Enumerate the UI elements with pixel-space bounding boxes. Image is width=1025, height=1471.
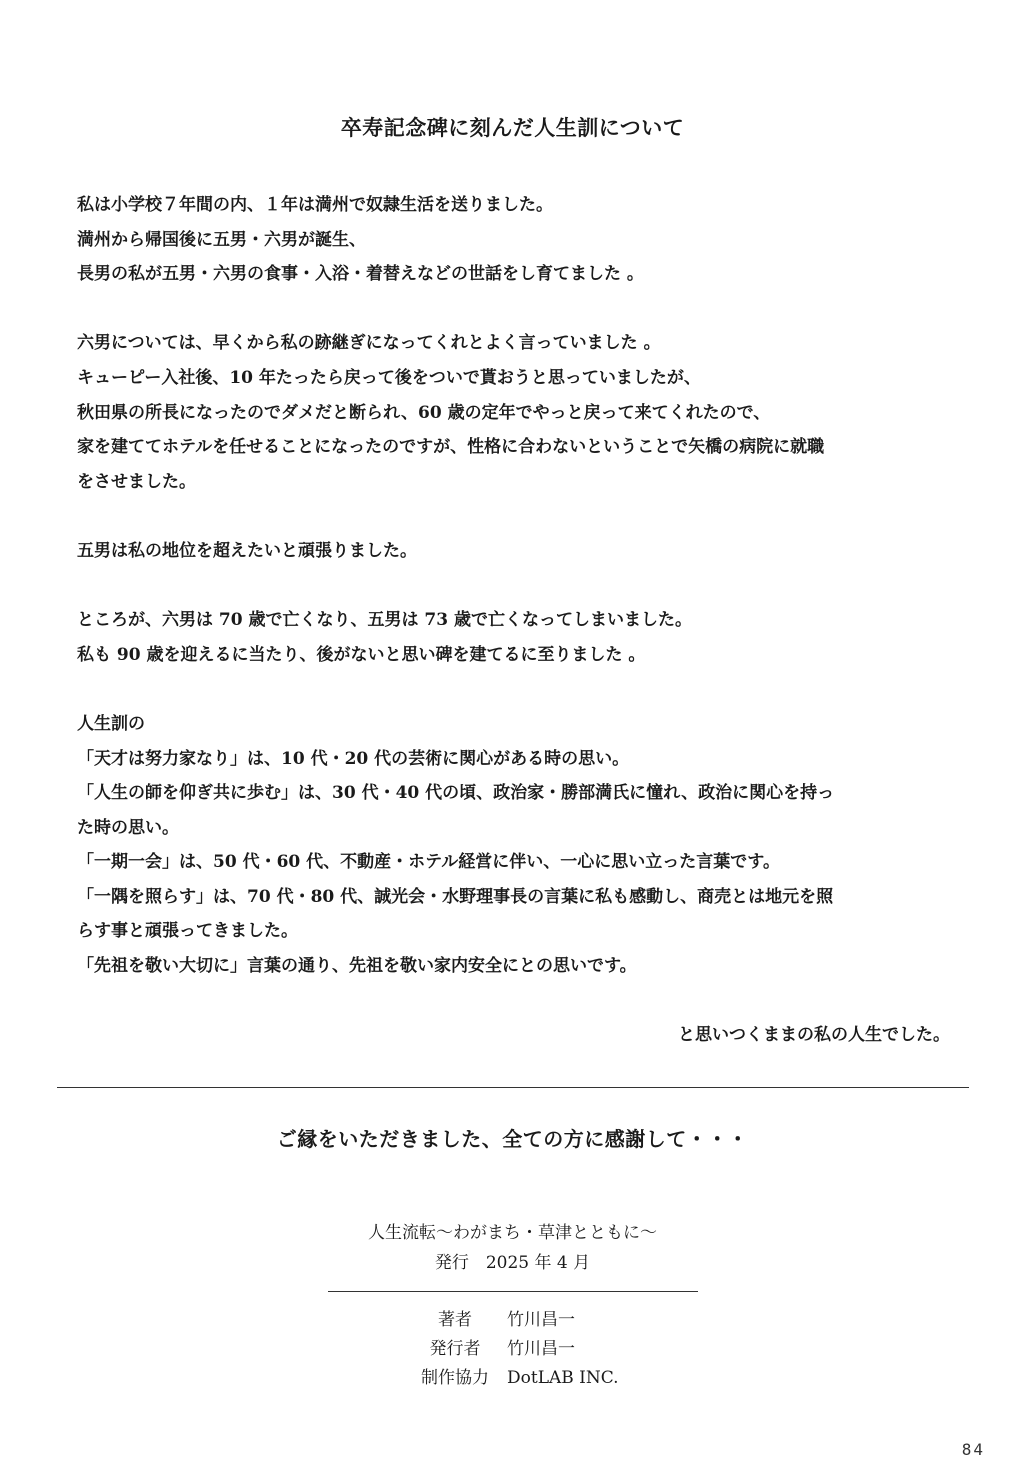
- credit-value: 竹川昌一: [507, 1310, 575, 1330]
- paragraph: [77, 534, 957, 569]
- text-line: 私も 90 歳を迎えるに当たり、後がないと思い碑を建てるに至りました 。: [77, 644, 646, 665]
- text-line: 満州から帰国後に五男・六男が誕生、: [77, 229, 366, 250]
- text-line: らす事と頑張ってきました。: [77, 921, 298, 942]
- text-line: 私は小学校７年間の内、１年は満州で奴隷生活を送りました。: [77, 195, 553, 215]
- thanks-message: ご縁をいただきました、全ての方に感謝して・・・: [276, 1127, 749, 1151]
- colophon: [0, 1218, 1025, 1278]
- text-line: ところが、六男は 70 歳で亡くなり、五男は 73 歳で亡くなってしまいました。: [77, 610, 692, 631]
- text-line: 六男については、早くから私の跡継ぎになってくれとよく言っていました 。: [77, 333, 661, 354]
- text-line: た時の思い。: [77, 817, 179, 838]
- credit-label: 制作協力: [421, 1368, 489, 1388]
- paragraph: [77, 603, 957, 672]
- text-line: 「一隅を照らす」は、70 代・80 代、誠光会・水野理事長の言葉に私も感動し、商売とは地元を照: [77, 886, 834, 907]
- credit-label: 発行者: [429, 1339, 481, 1359]
- text-line: 長男の私が五男・六男の食事・入浴・着替えなどの世話をし育てました 。: [77, 264, 644, 285]
- text-line: 秋田県の所長になったのでダメだと断られ、60 歳の定年でやっと戻って来てくれたので、: [77, 402, 771, 423]
- credit-row-publisher: [405, 1335, 619, 1364]
- text-line: 「天才は努力家なり」は、10 代・20 代の芸術に関心がある時の思い。: [77, 748, 630, 769]
- credit-row-production: [405, 1364, 619, 1393]
- credit-row-author: [405, 1306, 619, 1335]
- text-line: 「人生の師を仰ぎ共に歩む」は、30 代・40 代の頃、政治家・勝部満氏に憧れ、政治に関心を持っ: [77, 783, 835, 804]
- publication-date: 発行 2025 年 4 月: [434, 1253, 591, 1273]
- credit-value: DotLAB INC.: [507, 1368, 619, 1388]
- credits: [405, 1306, 619, 1393]
- paragraph: [77, 326, 957, 499]
- page-number: 84: [961, 1440, 985, 1459]
- text-line: 「先祖を敬い大切に」言葉の通り、先祖を敬い家内安全にとの思いです。: [77, 956, 637, 977]
- credit-value: 竹川昌一: [507, 1339, 575, 1359]
- page-title: 卒寿記念碑に刻んだ人生訓について: [340, 115, 685, 140]
- paragraph: [77, 707, 957, 984]
- text-line: 「一期一会」は、50 代・60 代、不動産・ホテル経営に伴い、一心に思い立った言葉です。: [77, 852, 780, 873]
- colophon-divider: [328, 1291, 698, 1292]
- divider: [57, 1087, 969, 1088]
- text-line: 人生訓の: [77, 713, 145, 734]
- book-title: 人生流転～わがまち・草津とともに～: [368, 1223, 657, 1243]
- credit-label: 著者: [438, 1310, 472, 1330]
- body-text: [77, 188, 957, 1018]
- text-line: 家を建ててホテルを任せることになったのですが、性格に合わないということで矢橋の病院に就職: [77, 437, 825, 458]
- closing-line: と思いつくままの私の人生でした。: [678, 1025, 950, 1045]
- paragraph: [77, 188, 957, 292]
- text-line: キューピー入社後、10 年たったら戻って後をついで貰おうと思っていましたが、: [77, 367, 701, 388]
- text-line: をさせました。: [77, 471, 196, 492]
- text-line: 五男は私の地位を超えたいと頑張りました。: [77, 540, 417, 561]
